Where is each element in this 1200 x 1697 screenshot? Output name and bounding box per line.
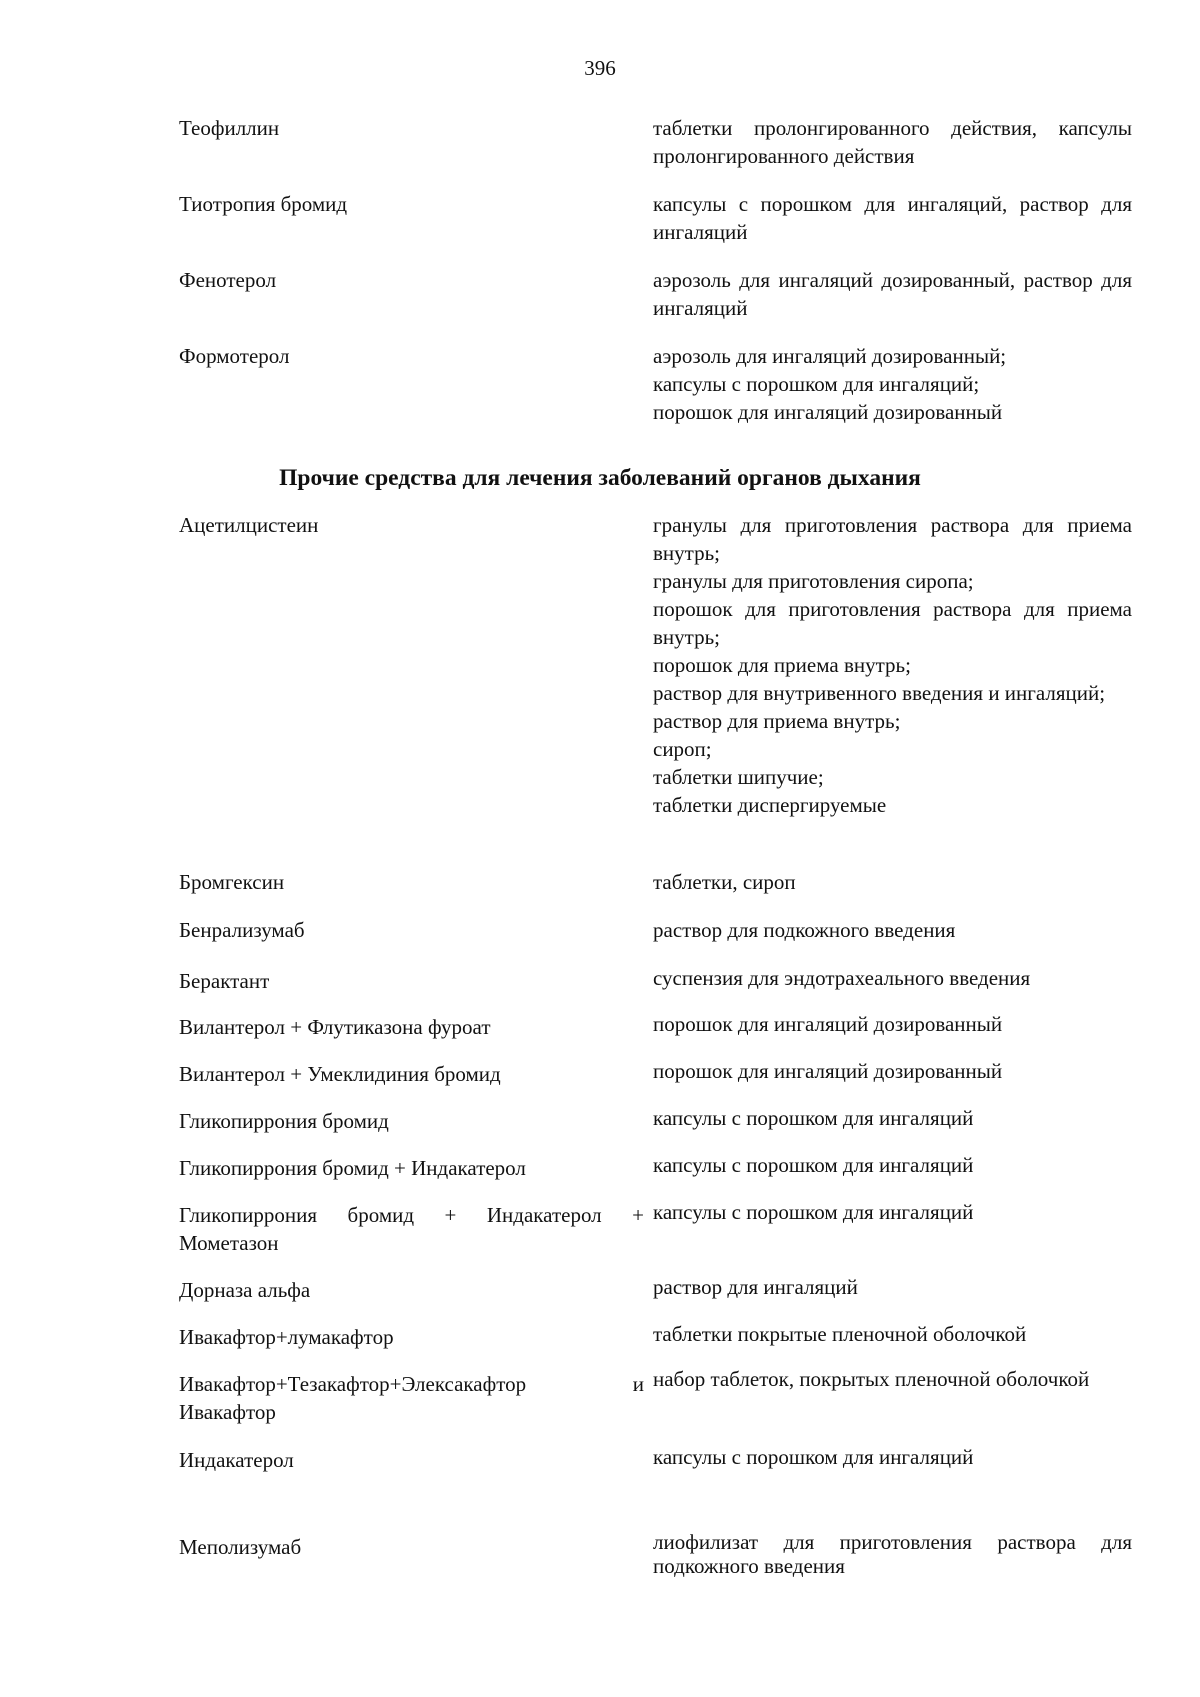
drug-name: Гликопиррония бромид + Индакатерол + Мометазон bbox=[179, 1203, 644, 1255]
drug-name: Ивакафтор+лумакафтор bbox=[179, 1325, 394, 1349]
drug-name: Вилантерол + Флутиказона фуроат bbox=[179, 1015, 491, 1039]
dosage-form: гранулы для приготовления раствора для приема внутрь; гранулы для приготовления сиропа; порошок для приготовления раствора для приема внутрь; порошок для приема внутрь; раствор для внутривенного введения и ингаляций; раствор для приема внутрь; сироп; таблетки шипучие; таблетки диспергируемые bbox=[653, 513, 1132, 817]
dosage-form: аэрозоль для ингаляций дозированный; капсулы с порошком для ингаляций; порошок для ингаляций дозированный bbox=[653, 344, 1007, 424]
drug-name: Бромгексин bbox=[179, 870, 285, 894]
drug-name: Бенрализумаб bbox=[179, 918, 305, 942]
dosage-form: раствор для ингаляций bbox=[653, 1275, 858, 1299]
dosage-form: капсулы с порошком для ингаляций, раствор для ингаляций bbox=[653, 192, 1132, 244]
drug-name: Ивакафтор+Тезакафтор+Элексакафтор и Ивакафтор bbox=[179, 1372, 644, 1424]
dosage-form: раствор для подкожного введения bbox=[653, 918, 956, 942]
drug-name: Гликопиррония бромид + Индакатерол bbox=[179, 1156, 526, 1180]
drug-name: Формотерол bbox=[179, 344, 290, 368]
drug-name: Фенотерол bbox=[179, 268, 277, 292]
section-heading: Прочие средства для лечения заболеваний органов дыхания bbox=[279, 465, 921, 491]
dosage-form: лиофилизат для приготовления раствора для подкожного введения bbox=[653, 1530, 1132, 1578]
dosage-form: капсулы с порошком для ингаляций bbox=[653, 1445, 974, 1469]
dosage-form: набор таблеток, покрытых пленочной оболочкой bbox=[653, 1367, 1090, 1391]
drug-name: Гликопиррония бромид bbox=[179, 1109, 389, 1133]
dosage-form: таблетки покрытые пленочной оболочкой bbox=[653, 1322, 1027, 1346]
drug-name: Меполизумаб bbox=[179, 1535, 302, 1559]
dosage-form: капсулы с порошком для ингаляций bbox=[653, 1106, 974, 1130]
drug-name: Теофиллин bbox=[179, 116, 280, 140]
drug-name: Берактант bbox=[179, 969, 270, 993]
dosage-form: таблетки пролонгированного действия, капсулы пролонгированного действия bbox=[653, 116, 1132, 168]
dosage-form: таблетки, сироп bbox=[653, 870, 796, 894]
dosage-form: аэрозоль для ингаляций дозированный, раствор для ингаляций bbox=[653, 268, 1132, 320]
drug-name: Дорназа альфа bbox=[179, 1278, 311, 1302]
dosage-form: капсулы с порошком для ингаляций bbox=[653, 1200, 974, 1224]
dosage-form: порошок для ингаляций дозированный bbox=[653, 1059, 1003, 1083]
page-number: 396 bbox=[584, 56, 616, 80]
drug-name: Тиотропия бромид bbox=[179, 192, 348, 216]
drug-name: Ацетилцистеин bbox=[179, 513, 319, 537]
dosage-form: капсулы с порошком для ингаляций bbox=[653, 1153, 974, 1177]
drug-name: Индакатерол bbox=[179, 1448, 294, 1472]
drug-name: Вилантерол + Умеклидиния бромид bbox=[179, 1062, 501, 1086]
dosage-form: порошок для ингаляций дозированный bbox=[653, 1012, 1003, 1036]
dosage-form: суспензия для эндотрахеального введения bbox=[653, 966, 1031, 990]
